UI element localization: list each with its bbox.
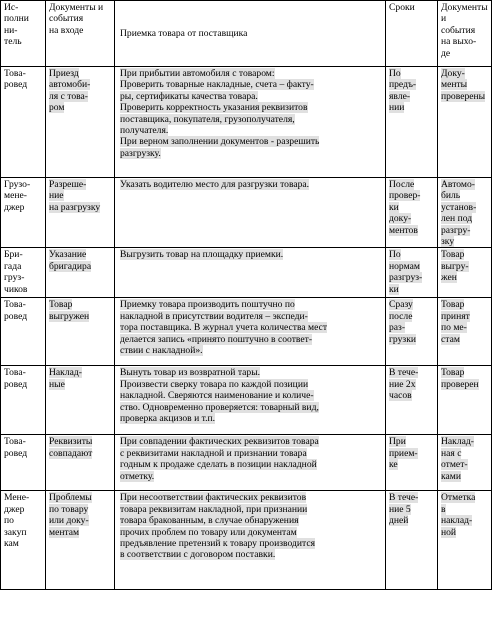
highlighted-text: Автомо- [441,179,475,190]
cell-text-line: кам [4,538,19,550]
cell-text-line [120,527,382,538]
cell-text-line [120,136,382,147]
actions-cell [115,435,386,491]
cell-text-line [441,527,488,538]
cell-text-line: Това- [4,367,26,379]
cell-text-line [389,68,434,79]
cell-text-line: Това- [4,299,26,311]
cell-text-line [49,299,111,310]
output-event-cell [438,298,492,366]
cell-text-line [389,213,434,224]
cell-text-line: мене- [4,190,27,202]
highlighted-text: провер- [389,190,421,202]
highlighted-text: автомоби- [49,79,91,91]
highlighted-text: Доку- [441,68,465,79]
cell-text-line [389,436,434,447]
cell-text-line [120,367,382,378]
highlighted-text: Наклад- [49,367,82,379]
highlighted-text: отмет- [441,459,468,471]
highlighted-text: ке [389,459,398,471]
table-row [1,366,492,435]
cell-text-line [120,148,382,159]
cell-text-line [389,284,434,295]
cell-text-line: события [441,24,476,36]
highlighted-text: накладной в присутствии водителя – экспеди- [120,310,308,322]
highlighted-text: наклад- [441,515,473,527]
highlighted-text: получателя. [120,125,169,137]
actions-cell [115,491,386,590]
cell-text-line [49,190,111,201]
cell-text-line [389,334,434,345]
cell-text-line [389,102,434,113]
cell-text-line [120,390,382,401]
highlighted-text: Указать водителю место для разгрузки товара. [120,179,310,190]
cell-text-line [389,225,434,236]
performer-cell [1,178,46,248]
term-cell [386,298,438,366]
highlighted-text: Товар [441,367,465,379]
highlighted-text: При [389,436,406,448]
term-cell [386,366,438,435]
cell-text-line [49,436,111,447]
cell-text-line: Мене- [4,492,30,504]
cell-text-line [441,379,488,390]
cell-text-line [49,102,111,113]
input-event-cell [46,298,115,366]
cell-text-line [49,79,111,90]
cell-text-line [120,402,382,413]
highlighted-text: ная с [441,447,462,459]
performer-cell [1,491,46,590]
cell-text-line: ровед [4,447,28,459]
input-event-cell [46,366,115,435]
cell-text-line [120,538,382,549]
cell-text-line [389,261,434,272]
highlighted-text: разгруз- [389,272,423,284]
cell-text-line [441,249,488,260]
cell-text-line [120,125,382,136]
highlighted-text: Приемку товара производить поштучно по [120,299,295,311]
header-row [1,1,492,67]
cell-text-line [49,448,111,459]
cell-text-line [120,549,382,560]
cell-text-line [441,236,488,247]
performer-cell [1,435,46,491]
cell-text-line [441,322,488,333]
highlighted-text: по товару [49,503,89,515]
cell-text-line [389,272,434,283]
table-row [1,491,492,590]
highlighted-text: проверка акцизов и т.п. [120,413,216,425]
highlighted-text: ром [49,102,65,114]
cell-text-line [49,261,111,272]
cell-text-line [441,504,488,515]
highlighted-text: или доку- [49,515,89,527]
cell-text-line [441,91,488,102]
highlighted-text: выгру- [441,260,469,272]
highlighted-text: нормам [389,260,420,272]
cell-text-line: Бри- [4,249,23,261]
actions-cell [115,178,386,248]
cell-text-line [120,459,382,470]
cell-text-line [120,68,382,79]
highlighted-text: прочих проблем по товару или документам [120,526,297,538]
cell-text-line [120,504,382,515]
highlighted-text: Товар [441,299,465,311]
header-output-events [438,1,492,67]
cell-text-line: Документы и [441,2,488,25]
highlighted-text: Указание [49,249,87,261]
highlighted-text: В тече- [389,367,419,379]
performer-cell [1,298,46,366]
cell-text-line: гада [4,260,22,272]
output-event-cell [438,435,492,491]
cell-text-line: груз- [4,272,25,284]
cell-text-line: Ис- [4,2,19,13]
cell-text-line [49,504,111,515]
highlighted-text: на разгрузку [49,201,101,213]
cell-text-line [441,334,488,345]
cell-text-line [441,311,488,322]
cell-text-line [441,448,488,459]
output-event-cell [438,178,492,248]
cell-text-line [49,68,111,79]
table-row [1,248,492,298]
table-row [1,435,492,491]
cell-text-line [441,367,488,378]
cell-text-line: Това- [4,68,26,79]
highlighted-text: предъявление претензий к товару производится [120,538,316,550]
cell-text-line [441,190,488,201]
table-row [1,67,492,178]
cell-text-line: ровед [4,310,28,322]
cell-text-line [49,367,111,378]
cell-text-line [389,322,434,333]
output-event-cell [438,366,492,435]
cell-text-line [389,504,434,515]
highlighted-text: лен под [441,213,473,225]
cell-text-line [120,492,382,503]
highlighted-text: Произвести сверку товара по каждой позиции [120,378,309,390]
procedure-table-body [1,1,492,590]
highlighted-text: явле- [389,90,411,102]
highlighted-text: ной [441,526,457,538]
highlighted-text: бригадира [49,260,92,272]
highlighted-text: жен [441,272,457,284]
cell-text-line: на входе [49,24,84,36]
highlighted-text: годным к продаже сделать в позиции накладной [120,459,317,471]
highlighted-text: предъ- [389,79,417,91]
highlighted-text: При верном заполнении документов - разрешить [120,136,320,148]
highlighted-text: Вынуть товар из возвратной тары. [120,367,261,379]
cell-text-line [389,492,434,503]
cell-text-line [441,436,488,447]
cell-text-line [120,448,382,459]
cell-text-line [389,367,434,378]
highlighted-text: В тече- [389,492,419,504]
highlighted-text: Реквизиты [49,436,93,448]
cell-text-line: Това- [4,436,26,448]
cell-text-line: полни [4,13,29,25]
actions-cell [115,298,386,366]
cell-text-line: Приемка товара от поставщика [120,28,248,40]
header-input-events [46,1,115,67]
cell-text-line [441,299,488,310]
term-cell [386,178,438,248]
cell-text-line [389,311,434,322]
highlighted-text: Отметка [441,492,476,504]
cell-text-line: Грузо- [4,179,31,190]
cell-text-line [441,459,488,470]
cell-text-line [120,515,382,526]
highlighted-text: накладной. Сверяются наименование и количе- [120,390,314,402]
cell-text-line [389,179,434,190]
cell-text-line [441,179,488,190]
highlighted-text: Выгрузить товар на площадку приемки. [120,249,284,261]
cell-text-line [441,261,488,272]
cell-text-line: Документы и [49,2,104,13]
performer-cell [1,248,46,298]
highlighted-text: ки [389,283,399,295]
cell-text-line [120,322,382,333]
term-cell [386,248,438,298]
cell-text-line [120,334,382,345]
input-event-cell [46,67,115,178]
highlighted-text: Товар [441,249,465,261]
table-row [1,178,492,248]
highlighted-text: проверен [441,378,479,390]
highlighted-text: прием- [389,447,418,459]
header-process-title [115,1,386,67]
highlighted-text: ние [49,190,64,202]
highlighted-text: По [389,68,401,79]
cell-text-line [120,79,382,90]
highlighted-text: выгружен [49,310,90,322]
highlighted-text: ние 2х [389,378,416,390]
highlighted-text: разгрузку. [120,147,161,159]
cell-text-line [49,379,111,390]
actions-cell [115,366,386,435]
cell-text-line: ни- [4,24,18,36]
highlighted-text: По [389,249,401,261]
highlighted-text: ментам [49,526,80,538]
cell-text-line: тель [4,36,22,48]
actions-cell [115,248,386,298]
highlighted-text: в [441,503,446,515]
highlighted-text: после [389,310,413,322]
cell-text-line [389,379,434,390]
input-event-cell [46,178,115,248]
highlighted-text: ментов [389,224,418,236]
cell-text-line [49,202,111,213]
highlighted-text: менты [441,79,468,91]
cell-text-line [441,225,488,236]
highlighted-text: в соответствии с договором поставки. [120,549,276,561]
highlighted-text: часов [389,390,412,402]
highlighted-text: Проблемы [49,492,92,504]
cell-text-line [49,492,111,503]
cell-text-line [120,379,382,390]
highlighted-text: ры, сертификаты качества товара. [120,90,258,102]
cell-text-line [389,299,434,310]
cell-text-line [389,190,434,201]
highlighted-text: ля с това- [49,90,88,102]
highlighted-text: Наклад- [441,436,474,448]
highlighted-text: ки [389,201,399,213]
cell-text-line [389,448,434,459]
cell-text-line [441,213,488,224]
cell-text-line [389,249,434,260]
cell-text-line: закуп [4,526,27,538]
cell-text-line [441,272,488,283]
highlighted-text: раз- [389,322,406,334]
highlighted-text: ние 5 [389,503,411,515]
output-event-cell [438,491,492,590]
highlighted-text: ствии с накладной». [120,345,203,357]
cell-text-line: на выхо- [441,36,477,48]
cell-text-line [49,249,111,260]
highlighted-text: товара реквизитам накладной, при признании [120,503,308,515]
cell-text-line [120,179,382,190]
cell-text-line [120,114,382,125]
highlighted-text: установ- [441,201,477,213]
highlighted-text: проверены [441,90,486,102]
cell-text-line [49,179,111,190]
highlighted-text: Разреше- [49,179,87,190]
cell-text-line [120,311,382,322]
cell-text-line: ровед [4,378,28,390]
highlighted-text: нии [389,102,405,114]
output-event-cell [438,248,492,298]
output-event-cell [438,67,492,178]
cell-text-line [49,91,111,102]
cell-text-line [441,79,488,90]
performer-cell [1,67,46,178]
cell-text-line [120,299,382,310]
cell-text-line: ровед [4,79,28,91]
highlighted-text: с реквизитами накладной и признании товара [120,447,307,459]
highlighted-text: товара бракованным, в случае обнаружения [120,515,299,527]
highlighted-text: разгру- [441,224,471,236]
cell-text-line [120,345,382,356]
cell-text-line [389,91,434,102]
input-event-cell [46,435,115,491]
highlighted-text: совпадают [49,447,93,459]
highlighted-text: доку- [389,213,412,225]
actions-cell [115,67,386,178]
highlighted-text: ные [49,378,65,390]
cell-text-line [120,249,382,260]
cell-text-line [441,515,488,526]
highlighted-text: дней [389,515,409,527]
highlighted-text: При прибытии автомобиля с товаром: [120,68,275,79]
cell-text-line: Сроки [389,2,415,13]
highlighted-text: Товар [49,299,73,311]
header-terms [386,1,438,67]
term-cell [386,435,438,491]
cell-text-line [120,471,382,482]
performer-cell [1,366,46,435]
cell-text-line: джер [4,503,25,515]
cell-text-line [389,390,434,401]
cell-text-line: чиков [4,283,28,295]
cell-text-line [120,102,382,113]
cell-text-line [441,471,488,482]
highlighted-text: При несоответствии фактических реквизитов [120,492,307,504]
cell-text-line [49,311,111,322]
table-row [1,298,492,366]
term-cell [386,491,438,590]
cell-text-line [120,91,382,102]
highlighted-text: ками [441,470,461,482]
highlighted-text: отметку. [120,470,155,482]
input-event-cell [46,491,115,590]
cell-text-line [441,202,488,213]
highlighted-text: по ме- [441,322,467,334]
highlighted-text: делается запись «принято поштучно в соответ- [120,333,313,345]
highlighted-text: грузки [389,333,416,345]
cell-text-line: джер [4,201,25,213]
cell-text-line [49,527,111,538]
cell-text-line [389,79,434,90]
cell-text-line [120,413,382,424]
highlighted-text: Проверить корректность указания реквизитов [120,102,308,114]
cell-text-line [49,515,111,526]
highlighted-text: стам [441,333,460,345]
highlighted-text: При совпадении фактических реквизитов товара [120,436,319,448]
highlighted-text: Сразу [389,299,413,311]
cell-text-line: по [4,515,14,527]
cell-text-line [389,515,434,526]
cell-text-line [441,68,488,79]
highlighted-text: Приезд [49,68,79,79]
cell-text-line [389,459,434,470]
highlighted-text: Проверить товарные накладные, счета – факту- [120,79,314,91]
highlighted-text: тора поставщика. В журнал учета количества мест [120,322,328,334]
term-cell [386,67,438,178]
highlighted-text: ство. Одновременно проверяется: товарный вид, [120,401,319,413]
cell-text-line [120,436,382,447]
header-performer [1,1,46,67]
highlighted-text: принят [441,310,470,322]
highlighted-text: биль [441,190,461,202]
cell-text-line [389,202,434,213]
cell-text-line: события [49,13,84,25]
cell-text-line: де [441,47,451,59]
cell-text-line [441,492,488,503]
highlighted-text: зку [441,236,455,248]
highlighted-text: После [389,179,415,190]
highlighted-text: поставщика, покупателя, грузополучателя, [120,113,295,125]
input-event-cell [46,248,115,298]
